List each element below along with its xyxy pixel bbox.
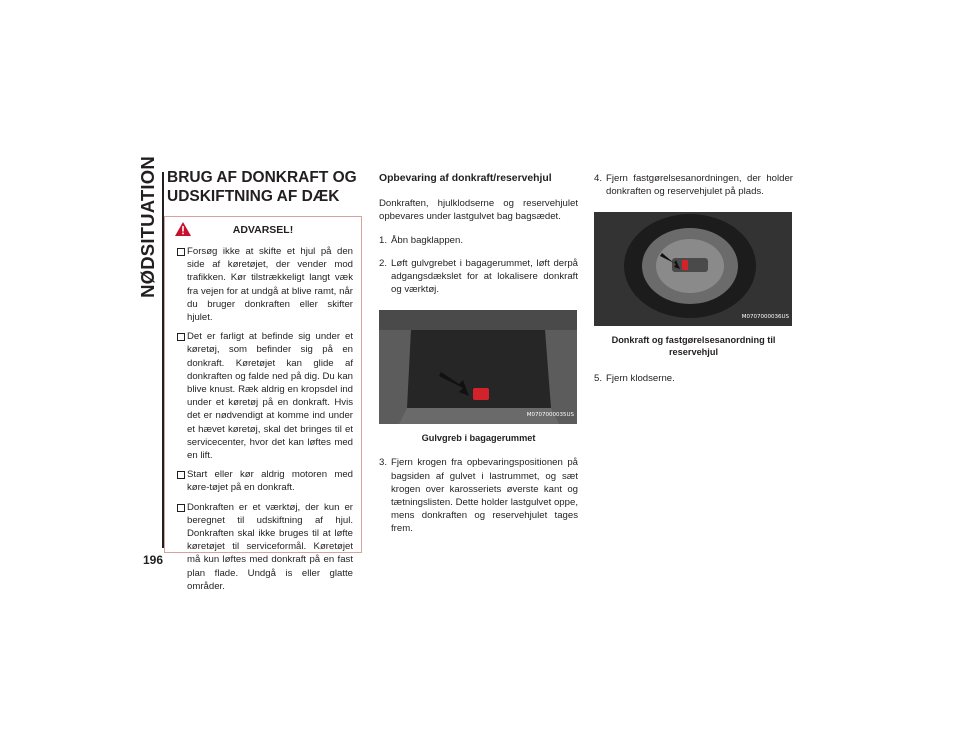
warning-header — [165, 217, 361, 245]
section-title-text: NØDSITUATION — [137, 156, 158, 298]
step-item: 3. Fjern krogen fra opbevaringspositionen på bagsiden af gulvet i lastrummet, og sæt krogen over karosseriets øverste kant og tætningslisten. Dette holder lastgulvet oppe, mens donkraften og reservehjulet tages frem. — [379, 457, 578, 535]
column-right — [594, 172, 793, 396]
page-heading: BRUG AF DONKRAFT OG UDSKIFTNING AF DÆK — [167, 169, 357, 205]
step-item: 5. Fjern klodserne. — [594, 373, 675, 385]
step-item: 1. Åbn bagklappen. — [379, 234, 464, 246]
cargo-floor-illustration — [379, 310, 577, 424]
warning-item: Forsøg ikke at skifte et hjul på den side af køretøjet, der vender mod trafikken. Kør tilstrækkeligt langt væk fra vejen for at undgå at blive ramt, når du bruger donkraften eller skifter hjulet. — [177, 245, 353, 324]
column-left — [164, 168, 364, 206]
checkbox-bullet-icon — [177, 471, 185, 479]
checkbox-bullet-icon — [177, 248, 185, 256]
step-item: 4. Fjern fastgørelsesanordningen, der holder donkraften og reservehjulet på plads. — [594, 173, 793, 198]
warning-list — [165, 245, 361, 593]
warning-item: Det er farligt at befinde sig under et køretøj, som befinder sig på en donkraft. Køretøjet kan glide af donkraften og falde ned på dig. Du kan blive knust. Ræk aldrig en kropsdel ind under et køretøj på en donkraft. Hvis det er nødvendigt at komme ind under et hævet køretøj, skal det bringes til et servicecenter, hvor det kan løftes med en lift. — [177, 330, 353, 462]
figure-caption: Gulvgreb i bagagerummet — [421, 433, 536, 444]
step-item: 2. Løft gulvgrebet i bagagerummet, løft derpå adgangsdækslet for at lokalisere donkraft og værktøj. — [379, 257, 578, 296]
page-number: 196 — [143, 553, 164, 567]
spare-wheel-illustration — [594, 212, 792, 326]
checkbox-bullet-icon — [177, 333, 185, 341]
storage-intro: Donkraften, hjulklodserne og reservehjulet opbevares under lastgulvet bag bagsædet. — [379, 198, 578, 223]
section-side-title — [134, 156, 162, 298]
warning-item: Donkraften er et værktøj, der kun er beregnet til udskiftning af hjul. Donkraften skal ikke bruges til at løfte køretøjet til serviceformål. Køretøjet må kun løftes med donkraft på en fast plan flade. Undgå is eller glatte områder. — [177, 501, 353, 593]
figure-caption: Donkraft og fastgørelsesanordning til reservehjul — [611, 335, 776, 358]
figure-code: M0707000035US — [526, 412, 574, 419]
warning-title: ADVARSEL! — [232, 224, 294, 236]
figure-cargo-floor-photo — [379, 310, 577, 424]
warning-box — [164, 216, 362, 592]
figure-spare-wheel-photo — [594, 212, 792, 326]
figure-code: M0707000036US — [741, 314, 789, 321]
warning-item: Start eller kør aldrig motoren med køre-tøjet på en donkraft. — [177, 468, 353, 494]
column-middle — [379, 172, 578, 546]
storage-subheading: Opbevaring af donkraft/reservehjul — [379, 173, 552, 184]
checkbox-bullet-icon — [177, 504, 185, 512]
